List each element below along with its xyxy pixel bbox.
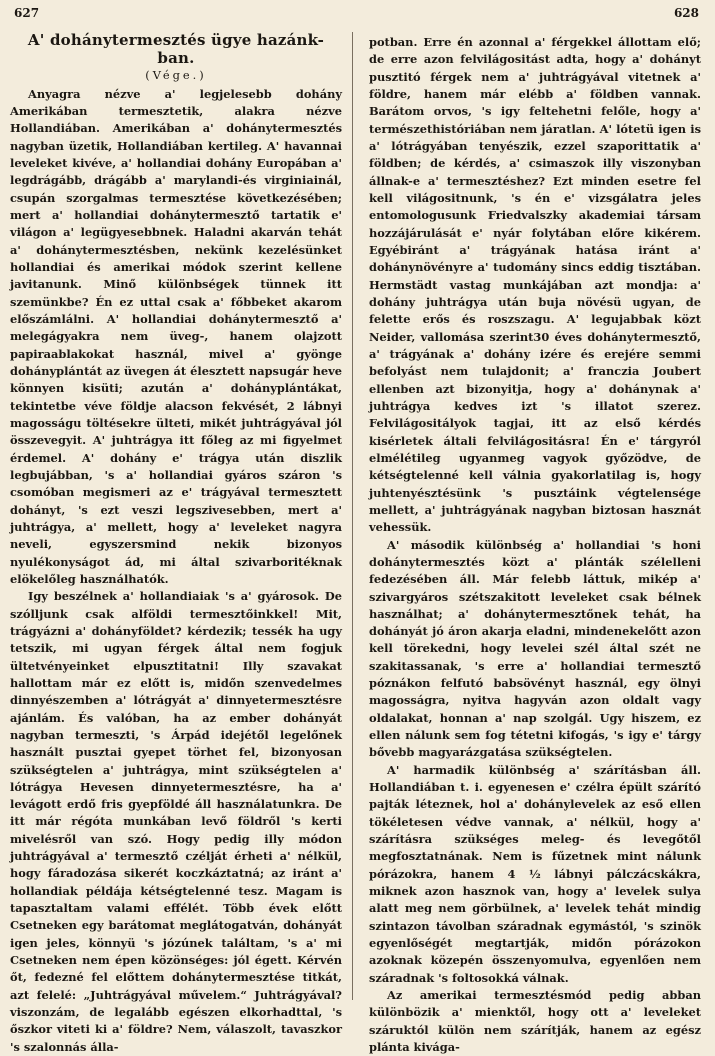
left-column — [10, 32, 342, 1056]
paragraph: A' harmadik különbség a' szárításban áll. Hollandiában t. i. egyenesen e' czélra épült szárító pajták léteznek, hol a' dohánylevelek az eső ellen tökéletesen védve vannak, a' nélkül, hogy a' szárításra szükséges meleg- és levegőtől megfosztatnának. Nem is fűzetnek mint nálunk pórázokra, hanem 4 ½ lábnyi pálczácskákra, miknek azon hasznok van, hogy a' levelek sulya alatt meg nem görbülnek, a' levelek tehát mindig szintazon távolban száradnak egymástól, 's szinök egyenlőségét megtartják, midőn pórázokon azoknak közepén összenyomulva, egyenlően nem száradnak 's foltosokká válnak. — [369, 762, 701, 985]
page-number-left: 627 — [14, 6, 40, 20]
paragraph: Az amerikai termesztésmód pedig abban különbözik a' mienktől, hogy ott a' leveleket száruktól külön nem szárítják, hanem az egész plánta kivága- — [369, 988, 701, 1055]
column-divider — [352, 32, 353, 1000]
page-number-right: 628 — [673, 6, 699, 20]
paragraph: A' második különbség a' hollandiai 's honi dohánytermesztés közt a' plánták szélelleni fedezésében áll. Már felebb láttuk, mikép a' szivargyáros szétszakitott leveleket csak bélnek használhat; a' dohánytermesztőnek tehát, ha dohányát jó áron akarja eladni, mindenekelőtt azon kell törekedni, hogy levelei szél által szét ne szakitassanak, 's erre a' hollandiai termesztő póznákon felfutó babsövényt használ, egy ölnyi magosságra, nyitva hagyván azon oldalt vagy oldalakat, honnan a' nap szolgál. Ugy hiszem, ez ellen nálunk sem fog tétetni kifogás, 's igy e' tárgy bővebb magyarázgatása szükségtelen. — [369, 537, 701, 760]
paragraph: Anyagra nézve a' legjelesebb dohány Amerikában termesztetik, alakra nézve Hollandiában. Amerikában a' dohánytermesztés nagyban üzetik, Hollandiában kertileg. A' havannai leveleket kivéve, a' hollandiai dohány Europában a' legdrágább, drágább a' marylandi-és virginiainál, csupán szorgalmas termesztése következésében; mert a' hollandiai dohánytermesztő tartatik e' világon a' legügyesebbnek. Haladni akarván tehát a' dohánytermesztésben, nekünk kezelésünket hollandiai és amerikai módok szerint kellene javitanunk. Minő különbségek tünnek itt szemünkbe? Én ez uttal csak a' főbbeket akarom előszámlálni. A' hollandiai dohánytermesztő a' melegágyakra nem üveg-, hanem olajzott papiraablakokat használ, mivel a' gyönge dohányplántát az üvegen át élesztett napsugár heve könnyen kisüti; azután a' dohányplántákat, tekintetbe véve földje alacson fekvését, 2 lábnyi magosságu töltésekre ülteti, mikét juhtrágyával jól összevegyit. A' juhtrágya itt főleg az mi figyelmet érdemel. A' dohány e' trágya után diszlik legbujábban, 's a' hollandiai gyáros száron 's csomóban megismeri az e' trágyával termesztett dohányt, 's ezt veszi legszivesebben, mert a' juhtrágya, a' mellett, hogy a' leveleket nagyra neveli, egyszersmind nekik bizonyos nyulékonyságot ád, mi által szivarboritéknak elökelőleg használhatók. — [10, 86, 342, 586]
right-column — [369, 34, 701, 1056]
article-subtitle-vege: (Vége.) — [145, 68, 207, 83]
paragraph: potban. Erre én azonnal a' férgekkel állottam elő; de erre azon felvilágositást adta, hogy a' dohányt pusztitó férgek nem a' juhtrágyával vitetnek a' földre, hanem már elébb a' földben vannak. Barátom orvos, 's igy feltehetni felőle, hogy a' természethistóriában nem járatlan. A' lótetü igen is a' lótrágyában tenyészik, ezzel szaporittatik a' földben; de kérdés, a' csimaszok illy viszonyban állnak-e a' termesztéshez? Ezt minden esetre fel kell világositnunk, 's én e' vizsgálatra jeles entomologusunk Friedvalszky akademiai társam hozzájárulását e' nyár folytában előre kikérem. Egyébiránt a' trágyának hatása iránt a' dohánynövényre a' tudomány sincs eddig tisztában. Hermstädt vastag munkájában azt mondja: a' dohány juhtrágya után buja növésü ugyan, de felette erős és roszszagu. A' legujabbak közt Neider, vallomása szerint30 éves dohánytermesztő, a' trágyának a' dohány izére és erejére semmi befolyást nem tulajdonit; a' franczia Joubert ellenben azt bizonyitja, hogy a' dohánynak a' juhtrágya kedves izt 's illatot szerez. Felvilágositályok tagjai, itt az első kérdés kisérletek általi felvilágositásra! Én e' tárgyról elmélétileg ugyanmeg vagyok győzödve, de kétségtelenné kell válnia gyakorlatilag is, hogy juhtenyésztésünk 's pusztáink végtelensége mellett, a' juhtrágyának nagyban biztosan hasznát vehessük. — [369, 35, 701, 535]
article-title: A' dohánytermesztés ügye hazánk-ban. — [27, 31, 325, 67]
paragraph: Igy beszélnek a' hollandiaiak 's a' gyárosok. De szólljunk csak alföldi termesztőinkkel! Mit, trágyázni a' dohányföldet? kérdezik; tessék ha ugy tetszik, mi ugyan férgek által nem fogjuk ültetvényeinket elpusztitatni! Illy szavakat hallottam már ez előtt is, midőn szenvedelmes dinnyészemben a' lótrágyát a' dinnyetermesztésre ajánlám. És valóban, ha az ember dohányát nagyban termeszti, 's Árpád idejétől legelőnek használt pusztai gyepet törhet fel, bizonyosan szükségtelen a' juhtrágya, mint szükségtelen a' lótrágya Hevesen dinnyetermesztésre, ha a' levágott erdő fris gyepföldé áll használatunkra. De itt már régóta munkában levő földről 's kerti mivelésről van szó. Hogy pedig illy módon juhtrágyával a' termesztő czélját érheti a' nélkül, hogy fáradozása sikerét koczkáztatná; az iránt a' hollandiak példája kétségtelenné tesz. Magam is tapasztaltam valami effélét. Több évek előtt Csetneken egy barátomat meglátogatván, dohányát igen jeles, könnyü 's józúnek találtam, 's a' mi Csetneken nem épen közönséges: jól égett. Kérvén őt, fedezné fel előttem dohánytermesztése titkát, azt felelé: „Juhtrágyával művelem.“ Juhtrágyával? viszonzám, de legalább egészen elkorhadttal, 's őszkor viteti ki a' földre? Nem, válaszolt, tavaszkor 's szalonnás álla- — [10, 589, 342, 1054]
